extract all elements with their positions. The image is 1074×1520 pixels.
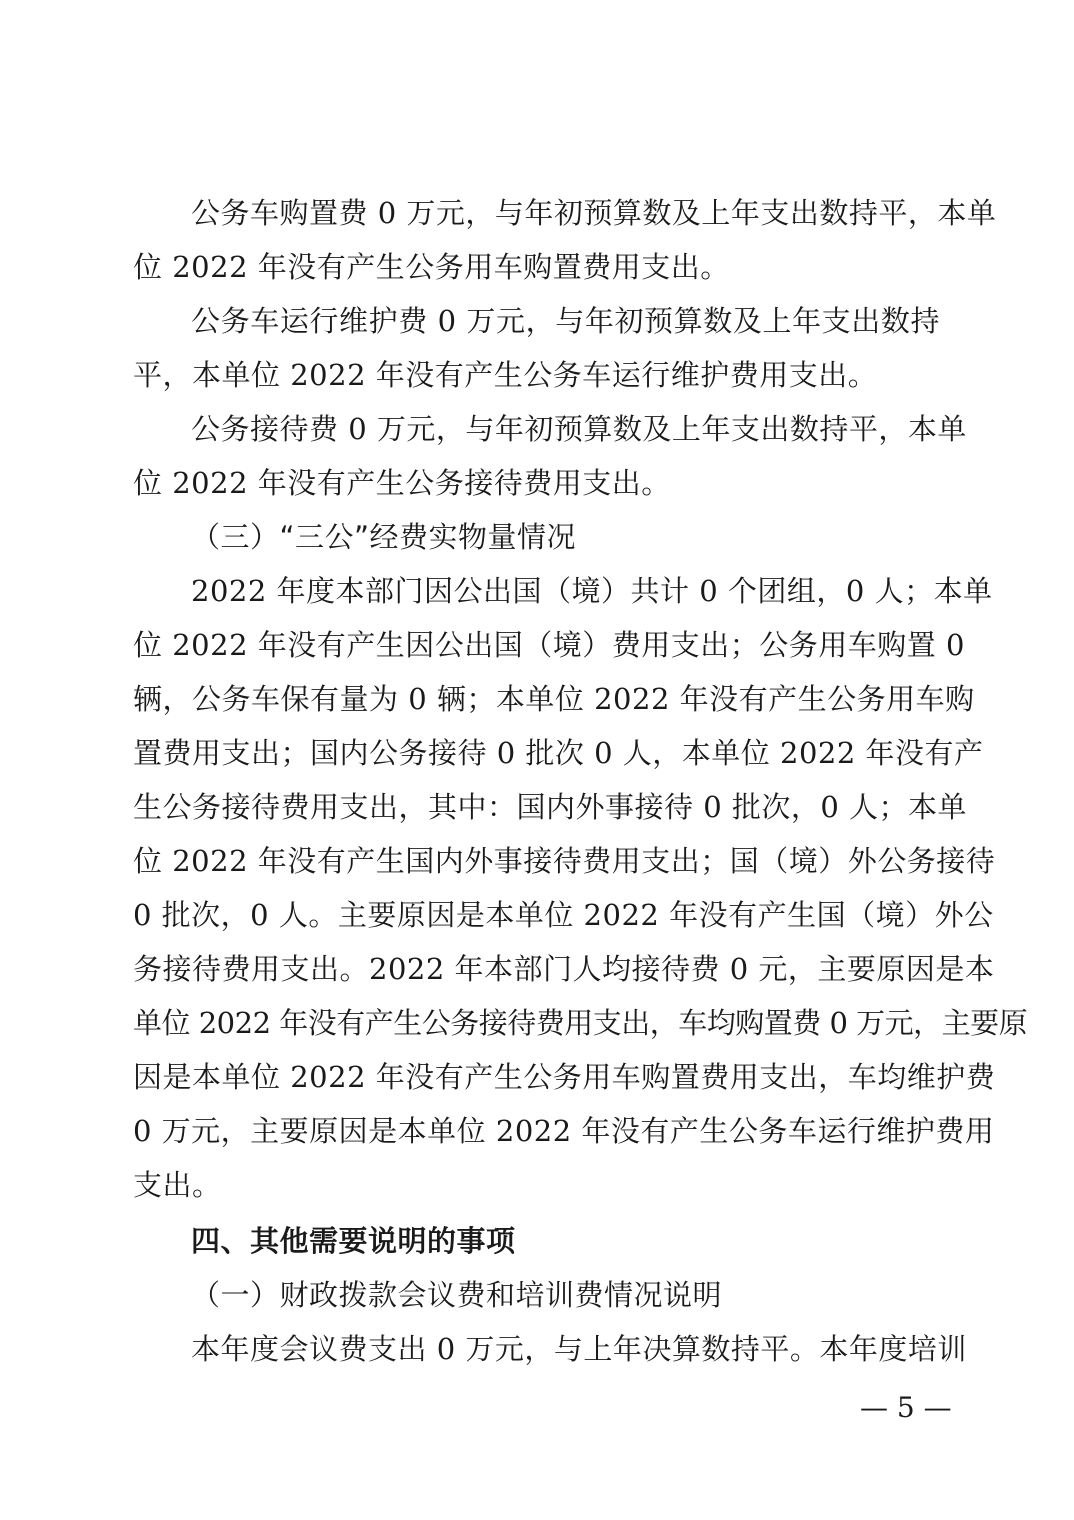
text-line: 位 2022 年没有产生公务接待费用支出。 xyxy=(133,466,671,500)
paragraph-vehicle-maintenance xyxy=(133,294,940,402)
text-line: 公务接待费 0 万元，与年初预算数及上年支出数持平，本单 xyxy=(191,412,967,446)
text-line: 辆，公务车保有量为 0 辆；本单位 2022 年没有产生公务用车购 xyxy=(133,682,975,716)
text-line: 置费用支出；国内公务接待 0 批次 0 人，本单位 2022 年没有产 xyxy=(133,736,984,770)
paragraph-physical-quantity xyxy=(133,564,1028,1212)
text-line: 0 批次，0 人。主要原因是本单位 2022 年没有产生国（境）外公 xyxy=(133,898,994,932)
text-line: 生公务接待费用支出，其中：国内外事接待 0 批次，0 人；本单 xyxy=(133,790,968,824)
text-line: 务接待费用支出。2022 年本部门人均接待费 0 元，主要原因是本 xyxy=(133,952,995,986)
section-heading-4: 四、其他需要说明的事项 xyxy=(191,1224,516,1258)
text-line: 因是本单位 2022 年没有产生公务用车购置费用支出，车均维护费 xyxy=(133,1060,996,1094)
text-line: 位 2022 年没有产生因公出国（境）费用支出；公务用车购置 0 xyxy=(133,628,965,662)
section-subheading-3: （三）“三公”经费实物量情况 xyxy=(191,520,577,554)
text-line: 平，本单位 2022 年没有产生公务车运行维护费用支出。 xyxy=(133,358,878,392)
text-line: 0 万元，主要原因是本单位 2022 年没有产生公务车运行维护费用 xyxy=(133,1114,995,1148)
section-subheading-4-1: （一）财政拨款会议费和培训费情况说明 xyxy=(191,1278,723,1312)
text-line: 公务车购置费 0 万元，与年初预算数及上年支出数持平，本单 xyxy=(191,196,997,230)
text-line: 2022 年度本部门因公出国（境）共计 0 个团组，0 人；本单 xyxy=(191,574,993,608)
text-line: 支出。 xyxy=(133,1168,222,1202)
text-line: 位 2022 年没有产生国内外事接待费用支出；国（境）外公务接待 xyxy=(133,844,996,878)
paragraph-vehicle-purchase xyxy=(133,186,997,294)
text-line: 公务车运行维护费 0 万元，与年初预算数及上年支出数持 xyxy=(191,304,940,338)
text-line: 本年度会议费支出 0 万元，与上年决算数持平。本年度培训 xyxy=(191,1332,967,1366)
page-number: — 5 — xyxy=(860,1391,952,1424)
paragraph-meeting-training xyxy=(133,1322,967,1376)
text-line: 位 2022 年没有产生公务用车购置费用支出。 xyxy=(133,250,730,284)
text-line: 单位 2022 年没有产生公务接待费用支出，车均购置费 0 万元，主要原 xyxy=(133,1006,1028,1040)
document-body xyxy=(133,186,1028,1376)
paragraph-reception xyxy=(133,402,967,510)
